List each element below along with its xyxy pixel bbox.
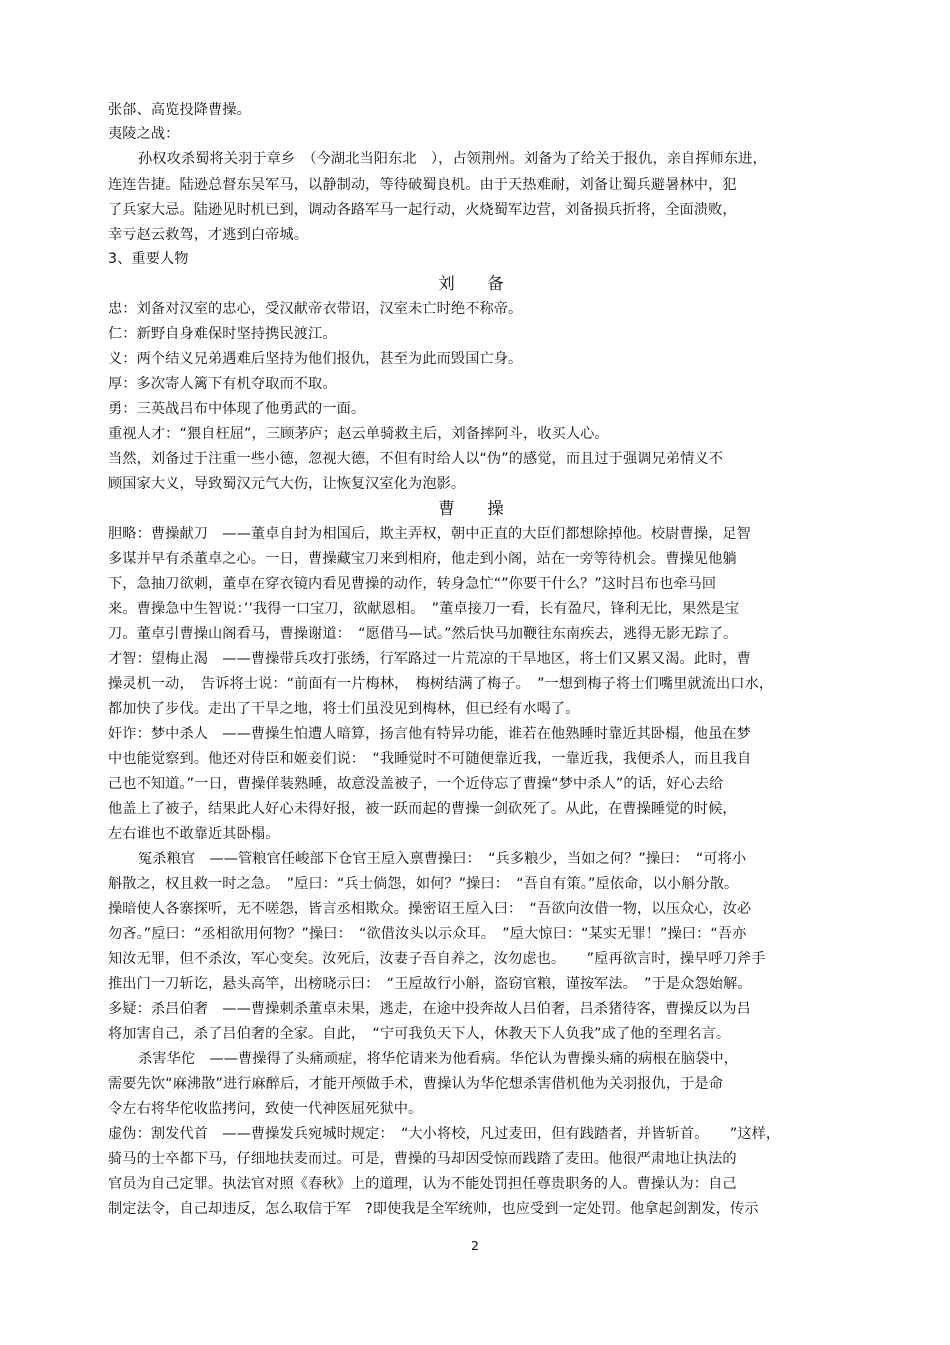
text-line: 连连告捷。陆逊总督东吴军马，以静制动，等待破蜀良机。由于天热难耐，刘备让蜀兵避暑林中，犯 [108,177,737,193]
text-line: 重视人才：“猥自枉屈”，三顾茅庐；赵云单骑救主后，刘备摔阿斗，收买人心。 [108,426,609,442]
heading-liu-bei: 刘 备 [438,274,512,293]
text-line: 骑马的士卒都下马，仔细地扶麦而过。可是，曹操的马却因受惊而践踏了麦田。他很严肃地让执法的 [108,1151,737,1167]
text-line: 来。曹操急中生智说：’’我得一口宝刀，欲献恩相。 ”董卓接刀一看，长有盈尺，锋利无比，果然是宝 [108,601,740,617]
text-line: 中也能觉察到。他还对侍臣和姬妾们说： “我睡觉时不可随便靠近我，一靠近我，我便杀人，而且我自 [108,751,752,767]
text-line: 厚：多次寄人篱下有机夺取而不取。 [108,376,337,392]
text-line: 勿吝。”垕曰：“丞相欲用何物？”操曰： “欲借汝头以示众耳。 ”垕大惊曰：“某实无罪！”操曰：“吾亦 [108,926,747,942]
text-line: 仁：新野自身难保时坚持携民渡江。 [108,326,337,342]
text-line: 刀。董卓引曹操山阁看马，曹操谢道： “愿借马—试。”然后快马加鞭往东南疾去，逃得无影无踪了。 [108,626,738,642]
text-line: 需要先饮“麻沸散”进行麻醉后，才能开颅做手术，曹操认为华佗想杀害借机他为关羽报仇，于是命 [108,1076,723,1092]
text-line: 下，急抽刀欲刺，董卓在穿衣镜内看见曹操的动作，转身急忙“”你要干什么？”这时吕布也牵马回 [108,576,717,592]
text-line: 都加快了步伐。走出了干旱之地，将士们虽没见到梅林，但已经有水喝了。 [108,701,580,717]
text-line: 多谋并早有杀董卓之心。一日，曹操藏宝刀来到相府，他走到小阁，站在一旁等待机会。曹操见他躺 [108,551,737,567]
text-line: 官员为自己定罪。执法官对照《春秋》上的道理，认为不能处罚担任尊贵职务的人。曹操认为：自己 [108,1176,737,1192]
text-line: 顾国家大义，导致蜀汉元气大伤，让恢复汉室化为泡影。 [108,476,466,492]
text-line: 将加害自己，杀了吕伯奢的全家。自此， “宁可我负天下人，休教天下人负我”成了他的至理名言。 [108,1026,731,1042]
text-line: 左右谁也不敢靠近其卧榻。 [108,826,280,842]
text-line: 操暗使人各寨探听，无不嗟怨，皆言丞相欺众。操密诏王垕入曰： “吾欲向汝借一物，以压众心，汝必 [108,901,752,917]
text-line: 勇：三英战吕布中体现了他勇武的一面。 [108,401,366,417]
heading-cao-cao: 曹 操 [438,499,512,518]
text-line: 多疑：杀吕伯奢 ——曹操刺杀董卓未果，逃走，在途中投奔故人吕伯奢，吕杀猪待客，曹操反以为吕 [108,1001,751,1017]
text-line: 胆略：曹操献刀 ——董卓自封为相国后，欺主弄权，朝中正直的大臣们都想除掉他。校尉曹操，足智 [108,526,751,542]
text-line: 奸诈：梦中杀人 ——曹操生怕遭人暗算，扬言他有特异功能，谁若在他熟睡时靠近其卧榻，他虽在梦 [108,726,751,742]
text-line: 孙权攻杀蜀将关羽于章乡 （今湖北当阳东北 ），占领荆州。刘备为了给关于报仇，亲自挥师东进， [138,151,767,167]
text-line: 他盖上了被子，结果此人好心未得好报，被一跃而起的曹操一剑砍死了。从此，在曹操睡觉的时候， [108,801,737,817]
section-label-yiling: 夷陵之战： [108,126,180,142]
text-line: 义：两个结义兄弟遇难后坚持为他们报仇，甚至为此而毁国亡身。 [108,351,523,367]
text-line: 杀害华佗 ——曹操得了头痛顽症，将华佗请来为他看病。华佗认为曹操头痛的病根在脑袋中， [138,1051,739,1067]
text-line: 知汝无罪，但不杀汝，军心变矣。汝死后，汝妻子吾自养之，汝勿虑也。 ”垕再欲言时，操早呼刀斧手 [108,951,766,967]
text-line: 推出门一刀斩讫，悬头高竿，出榜晓示曰： “王垕故行小斛，盗窃官粮，谨按军法。 ”于是众怨始解。 [108,976,752,992]
text-line: 冤杀粮官 ——管粮官任峻部下仓官王垕入禀曹操曰： “兵多粮少，当如之何？”操曰： “可将小 [138,851,747,867]
text-line: 忠：刘备对汉室的忠心，受汉献帝衣带诏，汉室未亡时绝不称帝。 [108,301,523,317]
text-line: 当然，刘备过于注重一些小德，忽视大德，不但有时给人以“伪”的感觉，而且过于强调兄弟情义不 [108,451,723,467]
text-line: 令左右将华佗收监拷问，致使一代神医屈死狱中。 [108,1101,423,1117]
text-line: 张郃、高览投降曹操。 [108,102,251,118]
text-line: 操灵机一动， 告诉将士说：“前面有一片梅林， 梅树结满了梅子。 ”一想到梅子将士们嘴里就流出口水， [108,676,774,692]
text-line: 制定法令，自己却违反，怎么取信于军 ?即使我是全军统帅，也应受到一定处罚。他拿起剑割发，传示 [108,1201,759,1217]
section-heading: 3、重要人物 [108,251,189,267]
text-line: 才智：望梅止渴 ——曹操带兵攻打张绣，行军路过一片荒凉的干旱地区，将士们又累又渴。此时，曹 [108,651,751,667]
page-number: 2 [471,1238,479,1253]
text-line: 斛散之，权且救一时之急。 ”垕曰：“兵士倘怨，如何？”操曰： “吾自有策。”垕依命，以小斛分散。 [108,876,739,892]
text-line: 虚伪：割发代首 ——曹操发兵宛城时规定： “大小将校，凡过麦田，但有践踏者，并皆斩首。 ”这样， [108,1126,781,1142]
text-line: 了兵家大忌。陆逊见时机已到，调动各路军马一起行动，火烧蜀军边营，刘备损兵折将，全面溃败， [108,202,737,218]
text-line: 幸亏赵云救驾，才逃到白帝城。 [108,227,309,243]
text-line: 己也不知道。”一日，曹操佯装熟睡，故意没盖被子，一个近侍忘了曹操“梦中杀人”的话，好心去给 [108,776,724,792]
